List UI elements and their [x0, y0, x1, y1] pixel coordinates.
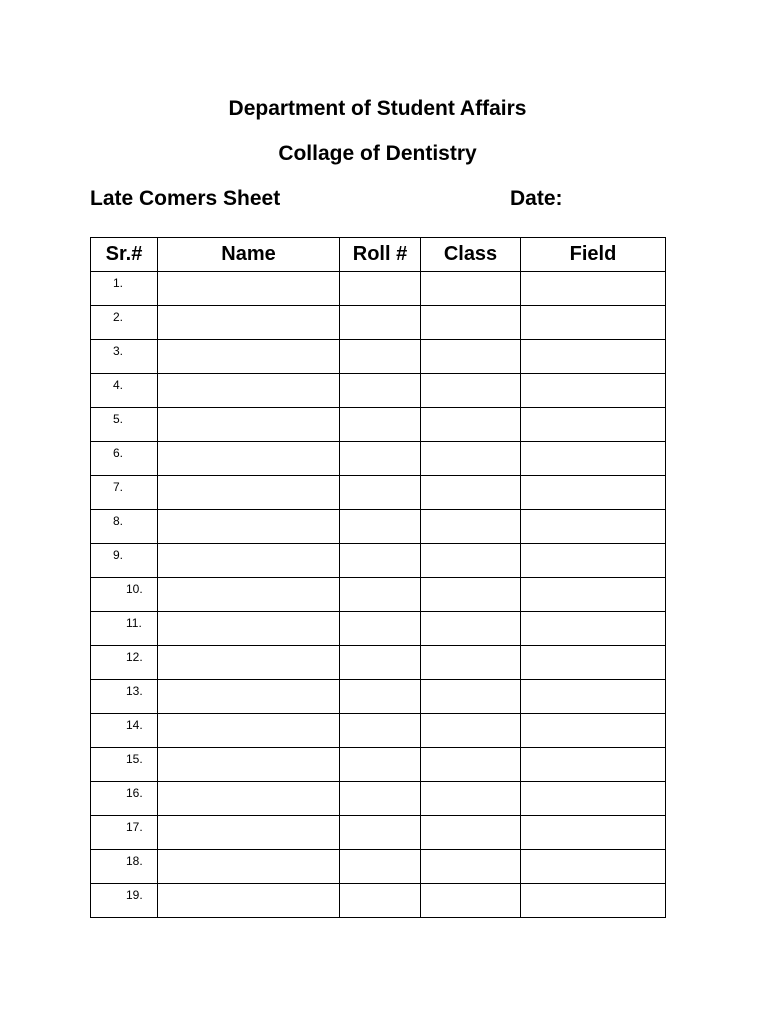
- department-title: Department of Student Affairs: [228, 97, 527, 120]
- serial-number: 17.: [126, 820, 143, 834]
- field-cell: [521, 748, 666, 782]
- serial-number-cell: [91, 884, 158, 918]
- serial-number-cell: [91, 544, 158, 578]
- class-cell: [421, 680, 521, 714]
- name-cell: [158, 782, 340, 816]
- serial-number: 18.: [126, 854, 143, 868]
- table-row: [91, 442, 666, 476]
- name-cell: [158, 510, 340, 544]
- serial-number-cell: [91, 306, 158, 340]
- serial-number: 4.: [113, 378, 124, 392]
- serial-number: 7.: [113, 480, 124, 494]
- column-header-name: Name: [158, 238, 340, 272]
- column-header-class: Class: [421, 238, 521, 272]
- name-cell: [158, 544, 340, 578]
- table-row: [91, 748, 666, 782]
- roll-cell: [340, 748, 421, 782]
- table-row: [91, 544, 666, 578]
- field-cell: [521, 850, 666, 884]
- class-cell: [421, 578, 521, 612]
- name-cell: [158, 442, 340, 476]
- name-cell: [158, 748, 340, 782]
- class-cell: [421, 442, 521, 476]
- class-cell: [421, 340, 521, 374]
- serial-number-cell: [91, 612, 158, 646]
- serial-number-cell: [91, 578, 158, 612]
- name-cell: [158, 476, 340, 510]
- name-cell: [158, 272, 340, 306]
- roll-cell: [340, 476, 421, 510]
- class-cell: [421, 408, 521, 442]
- table-row: [91, 272, 666, 306]
- roll-cell: [340, 510, 421, 544]
- sheet-title: Late Comers Sheet: [90, 187, 281, 210]
- table-body: [91, 272, 666, 918]
- class-cell: [421, 884, 521, 918]
- serial-number: 8.: [113, 514, 124, 528]
- serial-number: 3.: [113, 344, 124, 358]
- roll-cell: [340, 850, 421, 884]
- roll-cell: [340, 816, 421, 850]
- field-cell: [521, 646, 666, 680]
- roll-cell: [340, 884, 421, 918]
- field-cell: [521, 476, 666, 510]
- class-cell: [421, 272, 521, 306]
- roll-cell: [340, 374, 421, 408]
- class-cell: [421, 646, 521, 680]
- table-row: [91, 646, 666, 680]
- table-header-row: [91, 238, 666, 272]
- class-cell: [421, 782, 521, 816]
- class-cell: [421, 714, 521, 748]
- table-row: [91, 306, 666, 340]
- roll-cell: [340, 306, 421, 340]
- date-label: Date:: [510, 187, 563, 210]
- field-cell: [521, 374, 666, 408]
- class-cell: [421, 306, 521, 340]
- roll-cell: [340, 578, 421, 612]
- table-row: [91, 408, 666, 442]
- table-row: [91, 850, 666, 884]
- name-cell: [158, 578, 340, 612]
- serial-number: 15.: [126, 752, 143, 766]
- class-cell: [421, 850, 521, 884]
- class-cell: [421, 476, 521, 510]
- serial-number-cell: [91, 374, 158, 408]
- serial-number-cell: [91, 816, 158, 850]
- class-cell: [421, 612, 521, 646]
- table-row: [91, 816, 666, 850]
- serial-number: 1.: [113, 276, 124, 290]
- class-cell: [421, 374, 521, 408]
- serial-number: 19.: [126, 888, 143, 902]
- roll-cell: [340, 272, 421, 306]
- serial-number-cell: [91, 714, 158, 748]
- serial-number: 10.: [126, 582, 143, 596]
- roll-cell: [340, 646, 421, 680]
- serial-number: 9.: [113, 548, 124, 562]
- serial-number: 13.: [126, 684, 143, 698]
- table-row: [91, 714, 666, 748]
- roll-cell: [340, 408, 421, 442]
- roll-cell: [340, 714, 421, 748]
- serial-number-cell: [91, 408, 158, 442]
- roll-cell: [340, 340, 421, 374]
- serial-number: 5.: [113, 412, 124, 426]
- late-comers-table: [90, 237, 666, 918]
- field-cell: [521, 340, 666, 374]
- table-row: [91, 782, 666, 816]
- serial-number: 12.: [126, 650, 143, 664]
- name-cell: [158, 714, 340, 748]
- serial-number: 6.: [113, 446, 124, 460]
- field-cell: [521, 680, 666, 714]
- serial-number: 16.: [126, 786, 143, 800]
- table-row: [91, 476, 666, 510]
- field-cell: [521, 782, 666, 816]
- name-cell: [158, 680, 340, 714]
- class-cell: [421, 510, 521, 544]
- field-cell: [521, 510, 666, 544]
- field-cell: [521, 884, 666, 918]
- table-row: [91, 374, 666, 408]
- field-cell: [521, 272, 666, 306]
- column-header-sr: Sr.#: [91, 238, 158, 272]
- serial-number-cell: [91, 510, 158, 544]
- serial-number: 14.: [126, 718, 143, 732]
- name-cell: [158, 408, 340, 442]
- class-cell: [421, 748, 521, 782]
- serial-number: 11.: [126, 616, 142, 630]
- field-cell: [521, 306, 666, 340]
- field-cell: [521, 578, 666, 612]
- serial-number-cell: [91, 476, 158, 510]
- class-cell: [421, 816, 521, 850]
- serial-number-cell: [91, 442, 158, 476]
- roll-cell: [340, 442, 421, 476]
- serial-number-cell: [91, 680, 158, 714]
- name-cell: [158, 340, 340, 374]
- roll-cell: [340, 680, 421, 714]
- college-title: Collage of Dentistry: [278, 142, 477, 165]
- table-row: [91, 340, 666, 374]
- name-cell: [158, 306, 340, 340]
- name-cell: [158, 612, 340, 646]
- serial-number-cell: [91, 782, 158, 816]
- serial-number-cell: [91, 646, 158, 680]
- field-cell: [521, 714, 666, 748]
- serial-number-cell: [91, 272, 158, 306]
- table-row: [91, 510, 666, 544]
- roll-cell: [340, 782, 421, 816]
- field-cell: [521, 816, 666, 850]
- field-cell: [521, 442, 666, 476]
- column-header-roll: Roll #: [340, 238, 421, 272]
- roll-cell: [340, 612, 421, 646]
- field-cell: [521, 408, 666, 442]
- name-cell: [158, 884, 340, 918]
- serial-number-cell: [91, 748, 158, 782]
- table-row: [91, 578, 666, 612]
- table-row: [91, 612, 666, 646]
- serial-number: 2.: [113, 310, 124, 324]
- field-cell: [521, 612, 666, 646]
- table-row: [91, 884, 666, 918]
- name-cell: [158, 646, 340, 680]
- serial-number-cell: [91, 340, 158, 374]
- table-row: [91, 680, 666, 714]
- roll-cell: [340, 544, 421, 578]
- serial-number-cell: [91, 850, 158, 884]
- name-cell: [158, 850, 340, 884]
- name-cell: [158, 816, 340, 850]
- column-header-field: Field: [521, 238, 666, 272]
- name-cell: [158, 374, 340, 408]
- field-cell: [521, 544, 666, 578]
- class-cell: [421, 544, 521, 578]
